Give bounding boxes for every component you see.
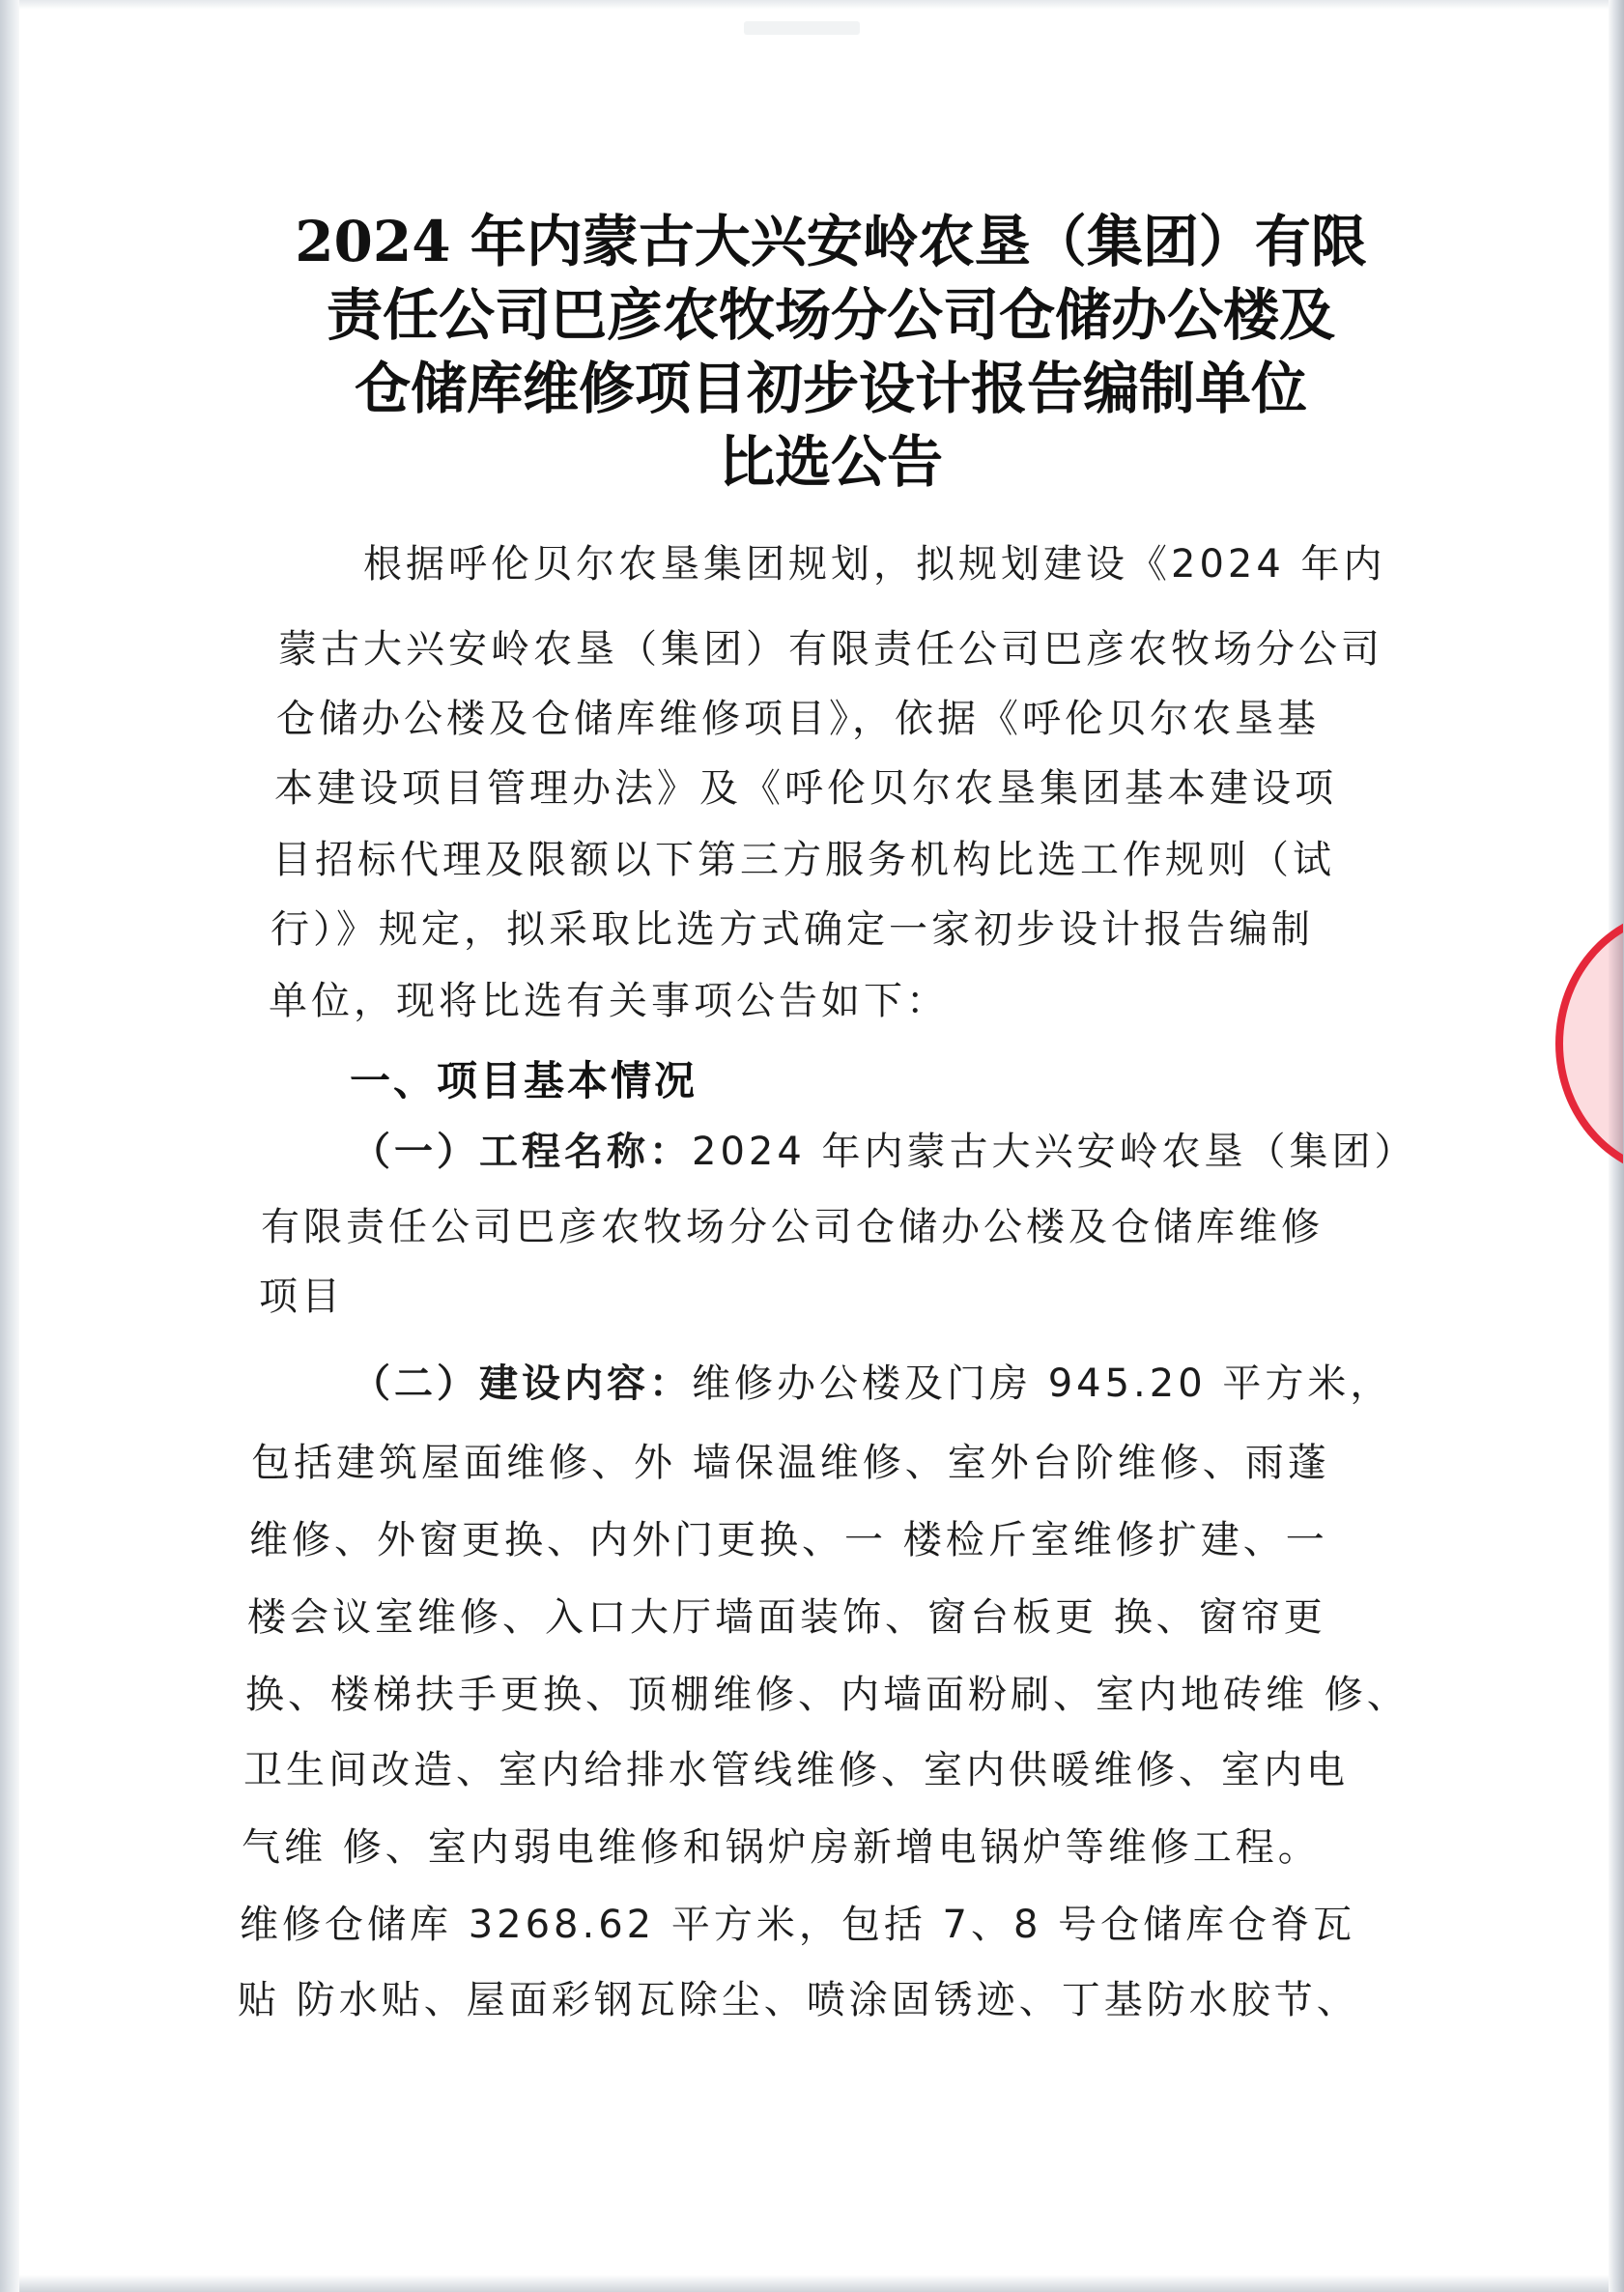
item-text: 维修办公楼及门房 945.20 平方米， [692,1361,1393,1406]
item-label: （二）建设内容： [352,1361,692,1406]
title-line: 2024 年内蒙古大兴安岭农垦（集团）有限 [295,209,1367,274]
item-line: 楼会议室维修、入口大厅墙面装饰、窗台板更 换、窗帘更 [247,1595,1326,1640]
scan-edge-top [19,0,1609,10]
item-line: 包括建筑屋面维修、外 墙保温维修、室外台阶维修、雨蓬 [251,1441,1330,1485]
intro-line: 行）》规定，拟采取比选方式确定一家初步设计报告编制 [271,907,1314,952]
title-line: 仓储库维修项目初步设计报告编制单位 [354,356,1307,421]
item-line: 换、楼梯扶手更换、顶棚维修、内墙面粉刷、室内地砖维 修、 [245,1673,1410,1717]
item-line: 有限责任公司巴彦农牧场分公司仓储办公楼及仓储库维修 [261,1205,1324,1249]
intro-line: 本建设项目管理办法》及《呼伦贝尔农垦集团基本建设项 [274,766,1337,811]
title-line: 责任公司巴彦农牧场分公司仓储办公楼及 [326,282,1335,348]
official-seal [1555,908,1623,1179]
scan-edge-left [0,0,19,2292]
title-line: 比选公告 [718,429,943,495]
scan-edge-bottom [19,2275,1609,2292]
item-construction-content [352,1353,1392,1408]
item-line: 维修仓储库 3268.62 平方米，包括 7、8 号仓储库仓脊瓦 [240,1903,1356,1947]
item-line: 贴 防水贴、屋面彩钢瓦除尘、喷涂固锈迹、丁基防水胶节、 [238,1978,1359,2022]
intro-line: 目招标代理及限额以下第三方服务机构比选工作规则（试 [272,838,1335,882]
item-text: 2024 年内蒙古大兴安岭农垦（集团） [692,1130,1417,1174]
intro-line: 根据呼伦贝尔农垦集团规划，拟规划建设《2024 年内 [363,542,1386,587]
item-line: 维修、外窗更换、内外门更换、一 楼检斤室维修扩建、一 [249,1518,1328,1562]
intro-line: 仓储办公楼及仓储库维修项目》，依据《呼伦贝尔农垦基 [276,697,1320,741]
item-line: 卫生间改造、室内给排水管线维修、室内供暖维修、室内电 [243,1748,1349,1792]
item-line: 项目 [259,1275,344,1319]
section-heading: 一、项目基本情况 [350,1057,698,1104]
document-title [261,205,1401,499]
scan-smudge [744,21,860,35]
seal-ring [1555,908,1623,1179]
intro-line: 单位，现将比选有关事项公告如下： [269,979,949,1023]
intro-line: 蒙古大兴安岭农垦（集团）有限责任公司巴彦农牧场分公司 [278,627,1383,672]
item-label: （一）工程名称： [352,1130,692,1174]
item-project-name [352,1121,1417,1176]
item-line: 气维 修、室内弱电维修和锅炉房新增电锅炉等维修工程。 [242,1825,1321,1870]
